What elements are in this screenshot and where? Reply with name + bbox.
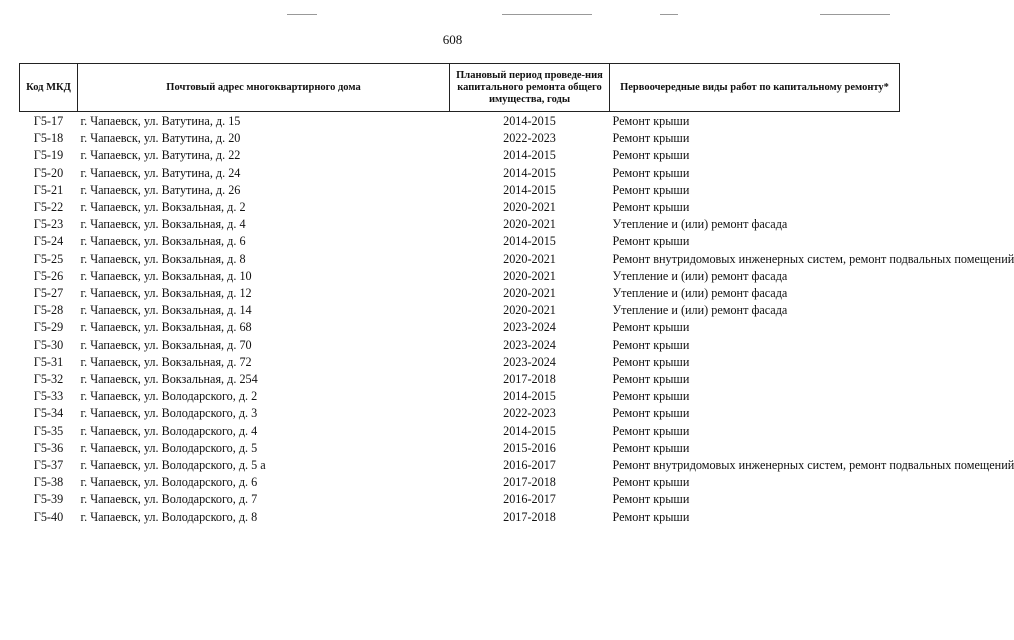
- header-address: Почтовый адрес многоквартирного дома: [78, 64, 450, 112]
- cell-works: Ремонт крыши: [612, 354, 690, 369]
- table-row: [20, 319, 900, 336]
- cell-address: г. Чапаевск, ул. Вокзальная, д. 72: [80, 354, 252, 369]
- cell-address: г. Чапаевск, ул. Вокзальная, д. 4: [80, 217, 246, 232]
- cell-address: г. Чапаевск, ул. Ватутина, д. 26: [80, 182, 241, 197]
- cell-period: 2014-2015: [503, 165, 556, 180]
- table-row: [20, 285, 900, 302]
- cell-works: Ремонт внутридомовых инженерных систем, ремонт подвальных помещений: [612, 458, 1014, 473]
- cell-code: Г5-31: [33, 354, 64, 369]
- cell-works: Ремонт крыши: [612, 200, 690, 215]
- cell-code: Г5-27: [33, 286, 64, 301]
- cell-address: г. Чапаевск, ул. Ватутина, д. 24: [80, 165, 241, 180]
- cell-period: 2020-2021: [503, 268, 556, 283]
- cell-period: 2017-2018: [503, 372, 556, 387]
- cell-code: Г5-25: [33, 251, 64, 266]
- cell-address: г. Чапаевск, ул. Вокзальная, д. 254: [80, 372, 258, 387]
- cell-period: 2014-2015: [503, 148, 556, 163]
- cell-works: Ремонт крыши: [612, 509, 690, 524]
- cell-code: Г5-18: [33, 131, 64, 146]
- cell-works: Ремонт крыши: [612, 423, 690, 438]
- cell-works: Утепление и (или) ремонт фасада: [612, 303, 788, 318]
- table-row: [20, 165, 900, 182]
- table-row: [20, 474, 900, 491]
- cell-address: г. Чапаевск, ул. Володарского, д. 7: [80, 492, 258, 507]
- cell-address: г. Чапаевск, ул. Вокзальная, д. 6: [80, 234, 246, 249]
- cell-period: 2023-2024: [503, 354, 556, 369]
- table-row: [20, 509, 900, 526]
- cell-address: г. Чапаевск, ул. Вокзальная, д. 10: [80, 268, 252, 283]
- cell-period: 2015-2016: [503, 440, 556, 455]
- cell-address: г. Чапаевск, ул. Вокзальная, д. 68: [80, 320, 252, 335]
- cell-period: 2014-2015: [503, 114, 556, 128]
- cell-works: Ремонт крыши: [612, 234, 690, 249]
- cell-code: Г5-35: [33, 423, 64, 438]
- cell-works: Ремонт крыши: [612, 389, 690, 404]
- cell-code: Г5-22: [33, 200, 64, 215]
- cell-works: Ремонт крыши: [612, 337, 690, 352]
- cell-works: Ремонт крыши: [612, 406, 690, 421]
- cell-address: г. Чапаевск, ул. Володарского, д. 5 а: [80, 458, 266, 473]
- cell-code: Г5-19: [33, 148, 64, 163]
- cell-code: Г5-40: [33, 509, 64, 524]
- scan-artifact-line: [660, 14, 678, 15]
- cell-address: г. Чапаевск, ул. Ватутина, д. 20: [80, 131, 241, 146]
- cell-code: Г5-17: [33, 114, 64, 128]
- table-row: [20, 457, 900, 474]
- cell-period: 2016-2017: [503, 458, 556, 473]
- table-row: [20, 388, 900, 405]
- table-header-row: [20, 64, 900, 112]
- cell-code: Г5-28: [33, 303, 64, 318]
- cell-works: Ремонт крыши: [612, 440, 690, 455]
- cell-code: Г5-37: [33, 458, 64, 473]
- cell-period: 2020-2021: [503, 286, 556, 301]
- cell-address: г. Чапаевск, ул. Володарского, д. 3: [80, 406, 258, 421]
- cell-period: 2022-2023: [503, 406, 556, 421]
- table-row: [20, 371, 900, 388]
- table-row: [20, 233, 900, 250]
- cell-works: Ремонт крыши: [612, 475, 690, 490]
- table-row: [20, 130, 900, 147]
- cell-works: Ремонт крыши: [612, 182, 690, 197]
- cell-code: Г5-30: [33, 337, 64, 352]
- table-row: [20, 405, 900, 422]
- table-row: [20, 302, 900, 319]
- cell-period: 2014-2015: [503, 423, 556, 438]
- header-period: Плановый период проведе-ния капитального ремонта общего имущества, годы: [450, 64, 610, 112]
- table-row: [20, 112, 900, 131]
- cell-code: Г5-21: [33, 182, 64, 197]
- cell-code: Г5-29: [33, 320, 64, 335]
- cell-works: Утепление и (или) ремонт фасада: [612, 268, 788, 283]
- cell-address: г. Чапаевск, ул. Вокзальная, д. 2: [80, 200, 246, 215]
- page-number: 608: [442, 32, 463, 47]
- cell-code: Г5-39: [33, 492, 64, 507]
- scan-artifact-line: [287, 14, 317, 15]
- cell-period: 2014-2015: [503, 234, 556, 249]
- cell-code: Г5-24: [33, 234, 64, 249]
- cell-period: 2020-2021: [503, 200, 556, 215]
- cell-code: Г5-33: [33, 389, 64, 404]
- cell-works: Ремонт крыши: [612, 372, 690, 387]
- cell-address: г. Чапаевск, ул. Ватутина, д. 15: [80, 114, 241, 128]
- scan-artifact-line: [820, 14, 890, 15]
- cell-period: 2023-2024: [503, 320, 556, 335]
- cell-works: Ремонт крыши: [612, 492, 690, 507]
- cell-code: Г5-36: [33, 440, 64, 455]
- cell-address: г. Чапаевск, ул. Вокзальная, д. 70: [80, 337, 252, 352]
- cell-period: 2020-2021: [503, 217, 556, 232]
- cell-code: Г5-38: [33, 475, 64, 490]
- table-row: [20, 251, 900, 268]
- cell-works: Ремонт крыши: [612, 165, 690, 180]
- table-row: [20, 440, 900, 457]
- cell-period: 2017-2018: [503, 475, 556, 490]
- cell-works: Ремонт крыши: [612, 148, 690, 163]
- table-row: [20, 216, 900, 233]
- cell-code: Г5-34: [33, 406, 64, 421]
- cell-address: г. Чапаевск, ул. Ватутина, д. 22: [80, 148, 241, 163]
- cell-period: 2014-2015: [503, 389, 556, 404]
- cell-works: Ремонт крыши: [612, 114, 690, 128]
- scan-artifact-line: [502, 14, 592, 15]
- header-code: Код МКД: [20, 64, 78, 112]
- cell-works: Ремонт крыши: [612, 320, 690, 335]
- cell-works: Утепление и (или) ремонт фасада: [612, 286, 788, 301]
- capital-repair-table: [19, 63, 1014, 526]
- cell-address: г. Чапаевск, ул. Вокзальная, д. 12: [80, 286, 252, 301]
- cell-period: 2017-2018: [503, 509, 556, 524]
- cell-address: г. Чапаевск, ул. Вокзальная, д. 14: [80, 303, 252, 318]
- cell-period: 2020-2021: [503, 303, 556, 318]
- cell-address: г. Чапаевск, ул. Володарского, д. 5: [80, 440, 258, 455]
- cell-works: Ремонт крыши: [612, 131, 690, 146]
- cell-address: г. Чапаевск, ул. Володарского, д. 6: [80, 475, 258, 490]
- cell-code: Г5-32: [33, 372, 64, 387]
- cell-period: 2014-2015: [503, 182, 556, 197]
- cell-code: Г5-23: [33, 217, 64, 232]
- table-row: [20, 423, 900, 440]
- cell-period: 2022-2023: [503, 131, 556, 146]
- cell-code: Г5-26: [33, 268, 64, 283]
- cell-works: Ремонт внутридомовых инженерных систем, ремонт подвальных помещений: [612, 251, 1014, 266]
- header-works: Первоочередные виды работ по капитальному ремонту*: [610, 64, 900, 112]
- table-row: [20, 337, 900, 354]
- cell-address: г. Чапаевск, ул. Вокзальная, д. 8: [80, 251, 246, 266]
- table-row: [20, 354, 900, 371]
- cell-address: г. Чапаевск, ул. Володарского, д. 4: [80, 423, 258, 438]
- table-row: [20, 199, 900, 216]
- table-row: [20, 491, 900, 508]
- cell-period: 2016-2017: [503, 492, 556, 507]
- table-row: [20, 182, 900, 199]
- table-body: [20, 112, 1014, 526]
- table-row: [20, 268, 900, 285]
- cell-period: 2020-2021: [503, 251, 556, 266]
- cell-address: г. Чапаевск, ул. Володарского, д. 2: [80, 389, 258, 404]
- cell-works: Утепление и (или) ремонт фасада: [612, 217, 788, 232]
- cell-address: г. Чапаевск, ул. Володарского, д. 8: [80, 509, 258, 524]
- cell-period: 2023-2024: [503, 337, 556, 352]
- table-row: [20, 147, 900, 164]
- cell-code: Г5-20: [33, 165, 64, 180]
